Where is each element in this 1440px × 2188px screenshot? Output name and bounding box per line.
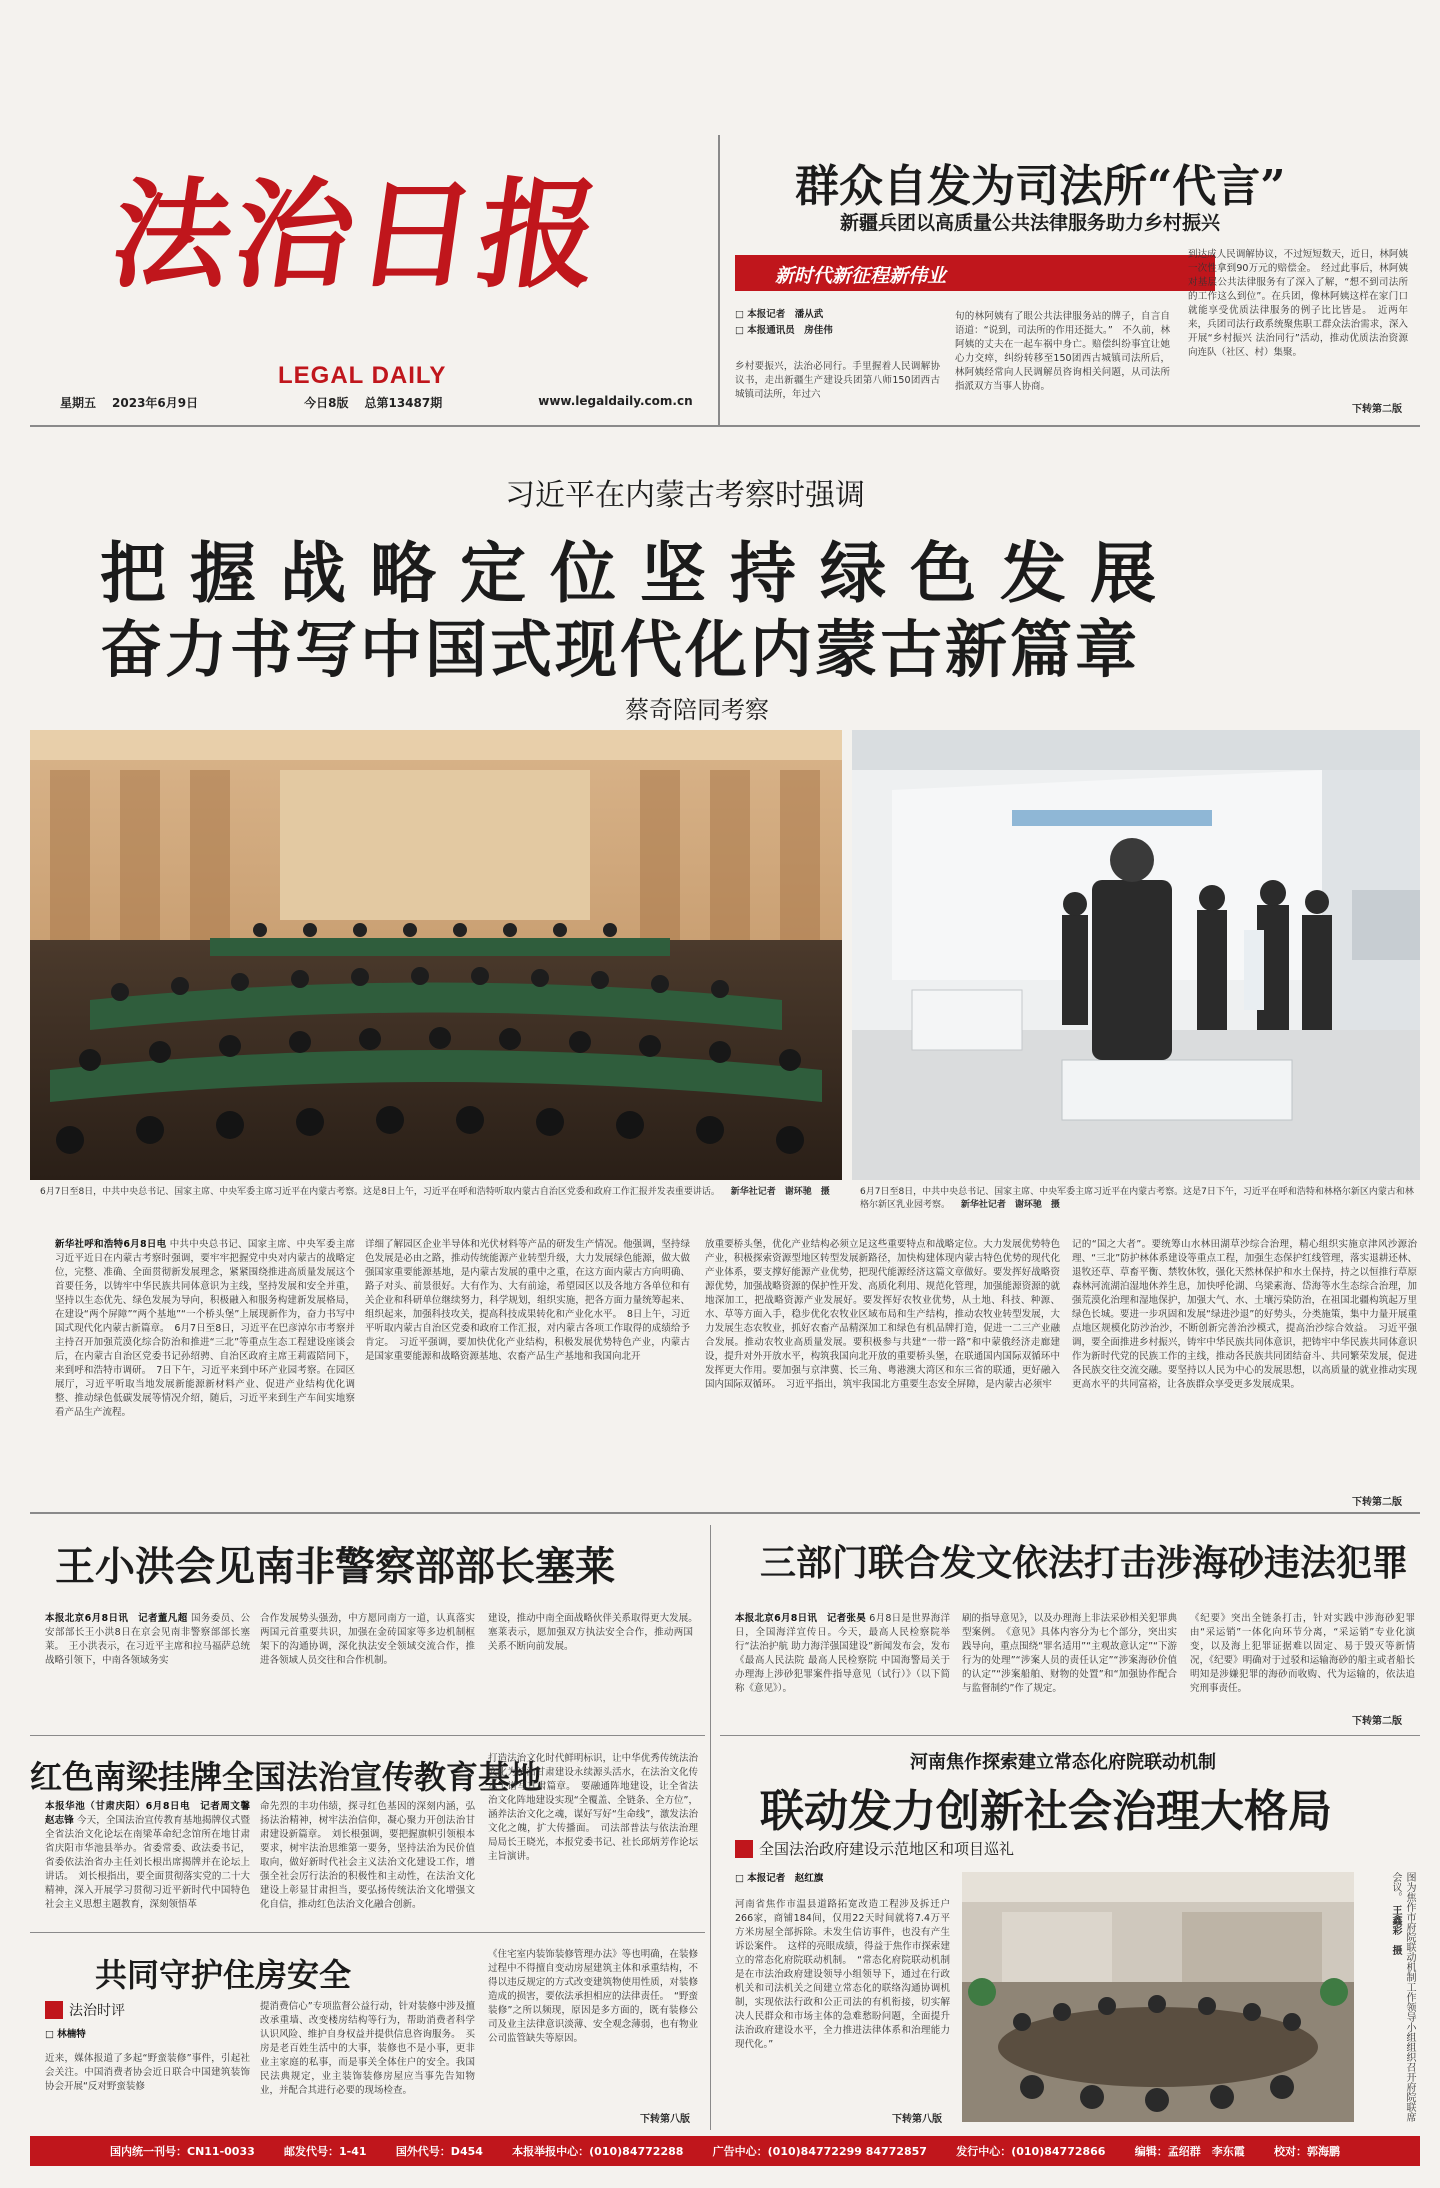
lead-col-3: 放重要桥头堡，优化产业结构必须立足这些重要特点和战略定位。大力发展优势特色产业，积极探索资源型地区转型发展新路径，加快构建体现内蒙古特色优势的现代化产业体系，要支撑好能源产业优势，把现代能源经济这篇文章做好。要发挥好战略资源优势，加强战略资源的保护性开发、高质化利用、规范化管理，加强能源资源的就地深加工，把战略资源产业发展好。要发挥好农牧业优势，从土地、科技、种源、水、草等方面入手，稳步优化农牧业区域布局和生产结构，推动农牧业转型发展，大力发展生态农牧业，抓好农畜产品精深加工和绿色有机品牌打造，促进一二三产业融合发展。推动农牧业高质量发展。要积极参与共建“一带一路”和中蒙俄经济走廊建设，提升对外开放水平，构筑我国向北开放的重要桥头堡，在联通国内国际双循环中发挥更大作用。要加强与京津冀、长三角、粤港澳大湾区和东三省的联通，更好融入国内国际双循环。 习近平指出，筑牢我国北方重要生态安全屏障，是内蒙古必须牢 — [705, 1239, 1060, 1390]
henan-reporter: □ 本报记者 赵红旗 — [735, 1873, 824, 1884]
top-story-reporter-2: □ 本报通讯员 房佳伟 — [735, 325, 833, 336]
henan-kicker: 河南焦作探索建立常态化府院联动机制 — [910, 1752, 1216, 1773]
sea-sand-col-2: 刷的指导意见》，以及办理海上非法采砂相关犯罪典型案例。 《意见》具体内容分为七个部分，突出实践导向，重点围绕“罪名适用”“主观故意认定”“下游行为的处理”“涉案人员的责任认定”“涉案海砂价值的认定”“涉案船舶、财物的处置”和“加强协作配合与监督制约”作了规定。 — [962, 1613, 1177, 1694]
lead-caption-right-text: 6月7日至8日，中共中央总书记、国家主席、中央军委主席习近平在内蒙古考察。这是7日下午，习近平在呼和浩特和林格尔新区内蒙古和林格尔新区乳业园考察。 — [860, 1187, 1414, 1210]
banner-badge-icon — [735, 1840, 753, 1858]
red-education-col-3: 打造法治文化时代鲜明标识，让中华优秀传统法治文化为法治甘肃建设永续源头活水，在法治文化传承上谱写甘肃篇章。 要融通阵地建设，让全省法治文化阵地建设实现“全覆盖、全链条、全方位”，涵养法治文化之魂，谋好写好“生命线”，激发法治文化之魄，扩大传播面。 司法部普法与依法治理局局长王晓光，本报党委书记、社长邱炳芳作论坛主旨演讲。 — [488, 1753, 698, 1862]
wang-col-2: 合作发展势头强劲，中方愿同南方一道，认真落实两国元首重要共识，加强在金砖国家等多边机制框架下的沟通协调，深化执法安全领域交流合作，推进各领域人员交往和合作机制。 — [260, 1613, 475, 1666]
footer-cn-code: 国内统一刊号：CN11-0033 — [110, 2145, 255, 2158]
footer-intl-code: 国外代号：D454 — [395, 2145, 483, 2158]
top-story-left-rule — [718, 135, 720, 425]
sea-sand-continue: 下转第二版 — [1352, 1716, 1402, 1727]
sea-sand-col-1 — [735, 1612, 950, 1727]
exhibition-hall-illustration — [852, 730, 1420, 1180]
sea-sand-col-1-text: 6月8日是世界海洋日，全国海洋宣传日。今天，最高人民检察院举行“法治护航 助力海洋强国建设”新闻发布会，发布《最高人民法院 最高人民检察院 中国海警局关于办理海上涉砂犯罪案件指导意见（试行）》（以下简称《意见》）。 — [735, 1613, 950, 1694]
henan-banner-text: 全国法治政府建设示范地区和项目巡礼 — [759, 1840, 1015, 1858]
lead-col-2: 详细了解园区企业半导体和光伏材料等产品的研发生产情况。他强调，坚持绿色发展是必由之路，推动传统能源产业转型升级，大力发展绿色能源，做大做强国家重要能源基地，是内蒙古发展的重中之重，在这方面内蒙古方向明确、路子对头、前景很好。大有作为、大有前途，希望园区以及各地方各单位和有关企业和科研单位继续努力，科学规划，组织实施，把各方面力量统筹起来、组织起来，加强科技攻关，提高科技成果转化和产业化水平。 8日上午，习近平听取内蒙古自治区党委和政府工作汇报，对内蒙古各项工作取得的成绩给予肯定。 习近平强调，要加快优化产业结构，积极发展优势特色产业，内蒙古是国家重要能源和战略资源基地、农畜产品生产基地和我国向北开 — [365, 1239, 690, 1362]
lead-col-1 — [55, 1238, 355, 1508]
henan-photo-meeting — [962, 1872, 1354, 2122]
masthead-weekday: 星期五 — [60, 396, 97, 410]
masthead-issue: 总第13487期 — [364, 396, 443, 410]
sea-sand-col-3: 《纪要》突出全链条打击，针对实践中涉海砂犯罪由“采运销”一体化向环节分离，“采运销”专业化演变，以及海上犯罪证据难以固定、易于毁灭等新情况，《纪要》明确对于过驳和运输海砂的船主或者船长明知是涉嫌犯罪的海砂而收购、代为运输的，依法追究刑事责任。 — [1190, 1613, 1415, 1694]
lead-dateline: 新华社呼和浩特6月8日电 — [55, 1239, 167, 1250]
housing-col-2: 提消费信心”专项监督公益行动，针对装修中涉及擅改承重墙、改变楼房结构等行为，帮助消费者科学认识风险、维护自身权益并提供信息咨询服务。 买房是老百姓生活中的大事，装修也不是小事，更非业主家庭的私事，而是事关全体住户的安全。我国民法典规定，业主装饰装修房屋应当事先告知物业，并配合其进行必要的现场检查。 — [260, 2001, 475, 2096]
column-badge-icon — [45, 2001, 63, 2019]
henan-photo-caption — [1364, 1872, 1416, 2122]
masthead-logo-cn: 法治日报 — [103, 165, 612, 304]
top-story-reporter-1: □ 本报记者 潘从武 — [735, 309, 824, 320]
lead-credit-right: 新华社记者 谢环驰 摄 — [960, 1200, 1060, 1210]
top-story-column-banner-text: 新时代新征程新伟业 — [775, 265, 947, 287]
masthead-bottom-rule — [30, 425, 1420, 427]
footer-ad: 广告中心：(010)84772299 84772857 — [712, 2145, 927, 2158]
housing-author: □ 林楠特 — [45, 2029, 86, 2040]
right-mid-rule — [720, 1735, 1420, 1736]
mid-vertical-rule — [710, 1525, 711, 2130]
lead-photo-meeting — [30, 730, 842, 1180]
footer-hotline: 本报举报中心：(010)84772288 — [512, 2145, 684, 2158]
masthead-date: 2023年6月9日 — [112, 396, 199, 410]
top-story-title: 群众自发为司法所“代言” — [795, 161, 1286, 212]
wang-col-1 — [45, 1612, 250, 1727]
henan-meeting-illustration — [962, 1872, 1354, 2122]
wang-col-3: 建设，推动中南全面战略伙伴关系取得更大发展。 塞莱表示，愿加强双方执法安全合作，推动两国关系不断向前发展。 — [488, 1613, 703, 1652]
lead-sub: 蔡奇陪同考察 — [625, 696, 769, 724]
masthead — [60, 140, 660, 420]
lead-col-1-text: 中共中央总书记、国家主席、中央军委主席习近平近日在内蒙古考察时强调，要牢牢把握党中央对内蒙古的战略定位，完整、准确、全面贯彻新发展理念，紧紧围绕推进高质量发展这个首要任务，以铸牢中华民族共同体意识为主线，坚持发展和安全并重，坚持以生态优先、绿色发展为导向，积极融入和服务构建新发展格局，在建设“两个屏障”“两个基地”“一个桥头堡”上展现新作为，奋力书写中国式现代化内蒙古新篇章。 6月7日至8日，习近平在巴彦淖尔市考察并主持召开加强荒漠化综合防治和推进“三北”等重点生态工程建设座谈会后，在内蒙古自治区党委书记孙绍骋、自治区政府主席王莉霞陪同下，来到呼和浩特市调研。 7日下午，习近平来到中环产业园考察。在园区展厅，习近平听取当地发展新能源新材料产业、促进产业结构优化调整、推动绿色低碳发展等情况介绍，随后，习近平来到生产车间实地察看产品生产流程。 — [55, 1239, 355, 1418]
red-education-col-1-text: 今天，全国法治宣传教育基地揭牌仪式暨全省法治文化论坛在南梁革命纪念馆所在地甘肃省庆阳市华池县举办。省委常委、政法委书记，省委依法治省办主任刘长根出席揭牌并在论坛上讲话。 刘长根指出，要全面贯彻落实党的二十大精神，深入开展学习贯彻习近平新时代中国特色社会主义思想主题教育，深刻领悟革 — [45, 1815, 250, 1910]
left-lower-rule — [30, 1932, 705, 1933]
masthead-website[interactable]: www.legaldaily.com.cn — [538, 394, 693, 408]
henan-continue: 下转第八版 — [892, 2114, 942, 2125]
top-story-col-1: 乡村要振兴，法治必同行。手里握着人民调解协议书，走出新疆生产建设兵团第八师150团西古城镇司法所，年过六 — [735, 361, 940, 400]
henan-col-1: 河南省焦作市温县道路拓宽改造工程涉及拆迁户266家，商铺184间，仅用22天时间就将7.4万平方米房屋全部拆除。未发生信访事件，也没有产生诉讼案件。 这样的亮眼成绩，得益于焦作市探索建立的常态化府院联动机制。 “常态化府院联动机制是在市法治政府建设领导小组领导下，通过在行政机关和司法机关之间建立常态化的联络沟通协调机制，实现依法行政和公正司法的有机衔接，切实解决人民群众和市场主体的急难愁盼问题，全面提升法治政府建设水平，全力推进法律体系和治理能力现代化。” — [735, 1899, 950, 2050]
wang-col-1-text: 国务委员、公安部部长王小洪8日在京会见南非警察部部长塞莱。 王小洪表示，在习近平主席和拉马福萨总统战略引领下，中南各领域务实 — [45, 1613, 250, 1666]
housing-column-badge — [45, 2000, 125, 2020]
footer-distribution: 发行中心：(010)84772866 — [956, 2145, 1106, 2158]
henan-banner — [735, 1838, 1014, 1859]
lead-title-line-1: 把握战略定位坚持绿色发展 — [100, 534, 1180, 612]
footer-proof: 校对：郭海鹏 — [1273, 2145, 1340, 2158]
housing-continue: 下转第八版 — [640, 2114, 690, 2125]
masthead-logo-en: LEGAL DAILY — [278, 362, 447, 389]
masthead-info-bar — [60, 394, 710, 414]
housing-title: 共同守护住房安全 — [95, 1956, 352, 1994]
footer-bar — [30, 2136, 1420, 2166]
red-education-dateline: 本报华池（甘肃庆阳）6月8日电 记者周文馨 赵志锋 — [45, 1801, 260, 1826]
lead-bottom-rule — [30, 1512, 1420, 1514]
sea-sand-dateline: 本报北京6月8日讯 记者张昊 — [735, 1613, 866, 1624]
henan-photo-caption-text: 图为焦作市府院联动机制工作领导小组组织召开府院联席会议。 — [1390, 1872, 1415, 2122]
lead-photo-exhibition — [852, 730, 1420, 1180]
wang-dateline: 本报北京6月8日讯 记者董凡超 — [45, 1613, 188, 1624]
housing-col-1: 近来，媒体报道了多起“野蛮装修”事件，引起社会关注。中国消费者协会近日联合中国建筑装饰协会开展“反对野蛮装修 — [45, 2053, 250, 2092]
top-story-continue: 下转第二版 — [1352, 404, 1402, 415]
housing-col-3: 《住宅室内装饰装修管理办法》等也明确，在装修过程中不得擅自变动房屋建筑主体和承重结构，不得以违反规定的方式改变建筑物使用性质，对装修造成的损害，要依法承担相应的法律责任。 “野蛮装修”之所以频现，原因是多方面的，既有装修公司及业主法律意识淡薄、安全观念薄弱，也有物业公司监管缺失等原因。 — [488, 1949, 698, 2044]
henan-title: 联动发力创新社会治理大格局 — [760, 1786, 1332, 1837]
housing-column: 法治时评 — [69, 2003, 125, 2019]
lead-continue: 下转第二版 — [1352, 1497, 1402, 1508]
sea-sand-title: 三部门联合发文依法打击涉海砂违法犯罪 — [760, 1542, 1409, 1584]
lead-caption-left — [40, 1186, 840, 1214]
meeting-hall-illustration — [30, 730, 842, 1180]
red-education-title: 红色南梁挂牌全国法治宣传教育基地 — [30, 1758, 543, 1796]
lead-col-4: 记的“国之大者”。要统筹山水林田湖草沙综合治理，精心组织实施京津风沙源治理、“三北”防护林体系建设等重点工程，加强生态保护红线管理，落实退耕还林、退牧还草、草畜平衡、禁牧休牧，强化天然林保护和水土保持，持之以恒推行草原森林河流湖泊湿地休养生息，加快呼伦湖、乌梁素海、岱海等水生态综合治理，加强荒漠化治理和湿地保护，加强大气、水、土壤污染防治，在祖国北疆构筑起万里绿色长城。要进一步巩固和发展“绿进沙退”的好势头，分类施策，集中力量开展重点地区规模化防沙治沙，不断创新完善治沙模式，提高治沙综合效益。 习近平强调，要全面推进乡村振兴，铸牢中华民族共同体意识，把铸牢中华民族共同体意识作为新时代党的民族工作的主线，推动各民族共同团结奋斗、共同繁荣发展，促进各民族交往交流交融。要坚持以人民为中心的发展思想，以高质量的就业推动实现更高水平的共同富裕，让各族群众享受更多发展成果。 — [1072, 1239, 1417, 1390]
lead-caption-right — [860, 1186, 1420, 1214]
lead-credit-left: 新华社记者 谢环驰 摄 — [730, 1187, 830, 1197]
top-story-subtitle: 新疆兵团以高质量公共法律服务助力乡村振兴 — [840, 212, 1221, 234]
henan-photo-credit: 王鑫彩 摄 — [1390, 1905, 1401, 1956]
lead-title-line-2: 奋力书写中国式现代化内蒙古新篇章 — [100, 613, 1141, 686]
masthead-pages: 今日8版 — [304, 396, 349, 410]
red-education-col-2: 命先烈的丰功伟绩，探寻红色基因的深刻内涵，弘扬法治精神，树牢法治信仰，凝心聚力开创法治甘肃建设新篇章。 刘长根强调，要把握旗帜引领根本要求，树牢法治思维第一要务，坚持法治为民价值取向，做好新时代社会主义法治文化建设工作，增强全社会厉行法治的积极性和主动性，在法治文化建设上彰显甘肃担当，要弘扬传统法治文化增强文化自信，推动红色法治文化融合创新。 — [260, 1801, 475, 1910]
top-story-col-3: 到达成人民调解协议，不过短短数天，近日，林阿姨一次性拿到90万元的赔偿金。 经过此事后，林阿姨对基层公共法律服务有了深入了解，“想不到司法所的工作这么到位”。在兵团，像林阿姨这样在家门口就能享受优质法律服务的例子比比皆是。 近两年来，兵团司法行政系统聚焦职工群众法治需求，深入开展“乡村振兴 法治同行”活动，推动优质法治资源向连队（社区、村）集聚。 — [1188, 249, 1408, 358]
top-story-col-2: 旬的林阿姨有了眼公共法律服务站的牌子，自言自语道：“说到，司法所的作用还挺大。” 不久前，林阿姨的丈夫在一起车祸中身亡。赔偿纠纷事宜让她心力交瘁，纠纷转移至150团西古城镇司法所后，林阿姨经常向人民调解员咨询相关问题，从司法所指派双方当事人协商。 — [955, 311, 1170, 392]
lead-kicker: 习近平在内蒙古考察时强调 — [505, 478, 865, 513]
left-mid-rule — [30, 1735, 705, 1736]
red-education-col-1 — [45, 1800, 260, 1926]
footer-editor: 编辑：孟绍群 李东霞 — [1134, 2145, 1245, 2158]
top-story-column-banner — [735, 255, 1215, 291]
lead-caption-left-text: 6月7日至8日，中共中央总书记、国家主席、中央军委主席习近平在内蒙古考察。这是8日上午，习近平在呼和浩特听取内蒙古自治区党委和政府工作汇报并发表重要讲话。 — [40, 1187, 720, 1197]
footer-post-code: 邮发代号：1-41 — [284, 2145, 367, 2158]
wang-title: 王小洪会见南非警察部部长塞莱 — [55, 1543, 615, 1590]
